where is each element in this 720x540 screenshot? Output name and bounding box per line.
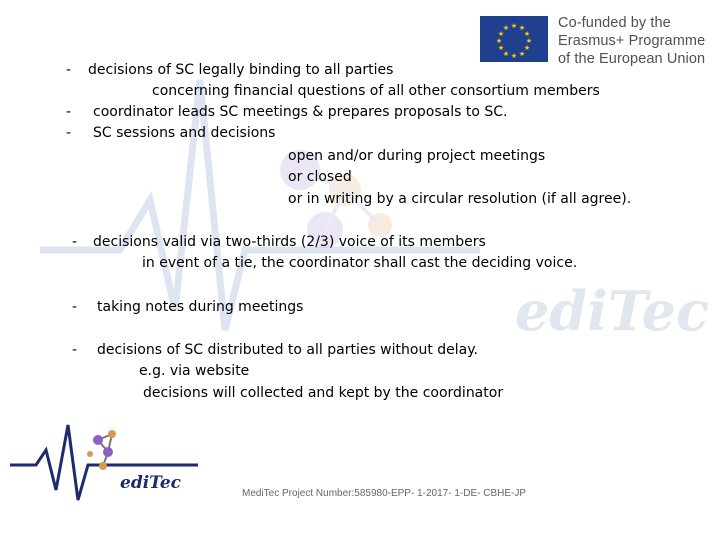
item-open-meetings: open and/or during project meetings [288,148,546,164]
bullet-dash: - [66,125,72,141]
funding-line-2: Erasmus+ Programme [558,33,706,49]
eu-funding-logo [480,14,720,74]
svg-text:★: ★ [523,44,531,52]
svg-text:★: ★ [497,30,505,38]
svg-text:★: ★ [510,52,518,60]
item-sc-binding: decisions of SC legally binding to all parties [88,62,394,78]
svg-text:★: ★ [518,24,526,32]
funding-statement [558,14,705,68]
bullet-dash: - [72,299,78,315]
svg-text:★: ★ [502,50,510,58]
item-circular-resolution: or in writing by a circular resolution (if all agree). [288,191,632,207]
item-sc-sessions: SC sessions and decisions [93,125,276,141]
item-closed: or closed [288,169,352,185]
svg-text:★: ★ [525,37,533,45]
funding-line-1: Co-funded by the [558,15,671,31]
svg-text:★: ★ [510,22,518,30]
item-coordinator-leads: coordinator leads SC meetings & prepares proposals to SC. [93,104,508,120]
funding-line-3: of the European Union [558,51,706,67]
item-via-website: e.g. via website [139,363,250,379]
svg-text:★: ★ [495,37,503,45]
bullet-dash: - [72,342,78,358]
item-tie-vote: in event of a tie, the coordinator shall cast the deciding voice. [142,255,578,271]
bullet-dash: - [66,104,72,120]
logo-text: ediTec [120,473,182,493]
item-collected-kept: decisions will collected and kept by the coordinator [143,385,504,401]
item-financial-questions: concerning financial questions of all other consortium members [152,83,600,99]
svg-text:★: ★ [502,24,510,32]
svg-text:★: ★ [518,50,526,58]
meditec-logo [8,420,228,515]
svg-text:★: ★ [497,44,505,52]
item-two-thirds: decisions valid via two-thirds (2/3) voice of its members [93,234,486,250]
item-distributed: decisions of SC distributed to all parties without delay. [97,342,478,358]
project-number: MediTec Project Number:585980-EPP- 1-2017- 1-DE- CBHE-JP [242,488,526,499]
watermark-text: ediTec [515,279,709,343]
bullet-dash: - [72,234,78,250]
item-taking-notes: taking notes during meetings [97,299,304,315]
bullet-dash: - [66,62,72,78]
eu-flag-icon [480,16,548,62]
svg-text:★: ★ [523,30,531,38]
